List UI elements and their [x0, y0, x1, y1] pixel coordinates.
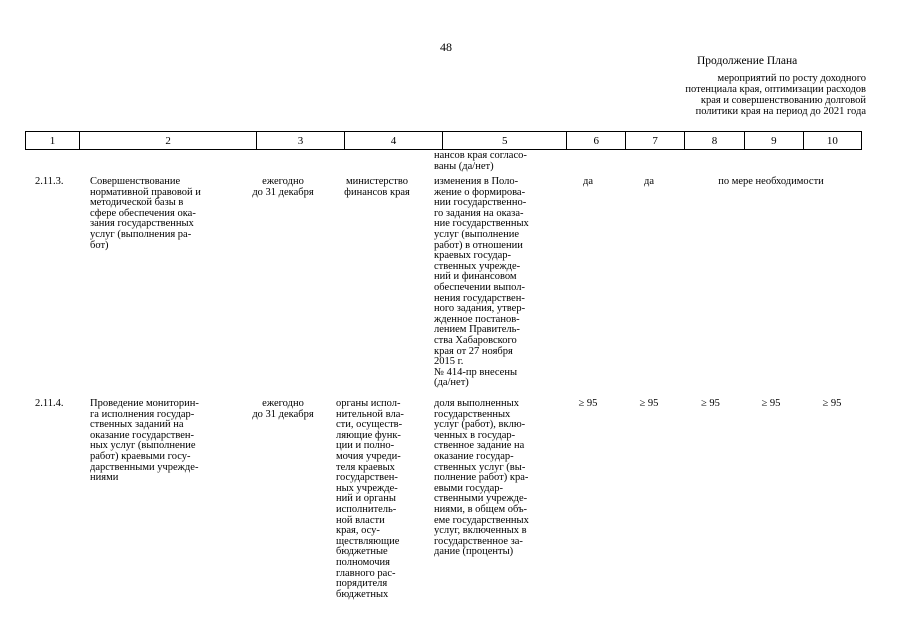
text-line: нительной вла-: [336, 408, 404, 420]
text-line: нормативной правовой и: [90, 186, 201, 198]
plan-title-line: потенциала края, оптимизации расходов: [685, 84, 866, 95]
text-line: (да/нет): [434, 377, 469, 389]
text-line: сфере обеспечения ока-: [90, 207, 196, 219]
text-line: бот): [90, 239, 109, 251]
text-line: государственное за-: [434, 535, 523, 547]
value-col-6: ≥ 95: [578, 398, 598, 409]
text-line: порядителя: [336, 578, 388, 590]
column-header-row: [26, 132, 862, 150]
measure-name: [90, 399, 235, 484]
carryover-indicator: [434, 151, 558, 172]
text-line: мочия учреди-: [336, 450, 401, 462]
value-col-6: да: [582, 176, 593, 187]
text-line: государствен-: [336, 472, 398, 484]
value-col-7: да: [643, 176, 654, 187]
column-header-3: 3: [257, 132, 345, 150]
plan-title-line: политики края на период до 2021 года: [695, 106, 866, 117]
row-number: 2.11.3.: [35, 176, 64, 187]
text-line: № 414-пр внесены: [434, 366, 518, 378]
text-line: услуг, включенных в: [434, 525, 527, 537]
text-line: доля выполненных: [434, 398, 519, 409]
text-line: края, осу-: [336, 525, 380, 537]
text-line: ственных учрежде-: [434, 260, 521, 272]
text-line: услуг (выполнения ра-: [90, 228, 192, 240]
text-line: жение о формирова-: [434, 186, 526, 198]
text-line: до 31 декабря: [252, 186, 314, 198]
text-line: исполнитель-: [336, 503, 397, 515]
value-col-10: ≥ 95: [822, 398, 842, 409]
text-line: го задания на оказа-: [434, 207, 524, 219]
column-header-1: 1: [26, 132, 80, 150]
measure-name: [90, 177, 235, 251]
column-header-7: 7: [626, 132, 685, 150]
text-line: работ) краевыми госу-: [90, 450, 191, 462]
executor: [336, 399, 426, 600]
text-line: ежегодно: [262, 176, 304, 187]
indicator: [434, 399, 558, 558]
text-line: ваны (да/нет): [434, 160, 494, 172]
text-line: ние государственных: [434, 218, 529, 230]
text-line: краевых государ-: [434, 250, 511, 262]
text-line: га исполнения государ-: [90, 408, 195, 420]
text-line: ных учрежде-: [336, 482, 398, 494]
text-line: евыми государ-: [434, 482, 503, 494]
text-line: услуг (работ), вклю-: [434, 419, 526, 431]
text-line: работ) в отношении: [434, 239, 523, 251]
text-line: ного задания, утвер-: [434, 303, 526, 315]
text-line: услуг (выполнение: [434, 228, 519, 240]
value-col-8: ≥ 95: [701, 398, 720, 409]
column-header-8: 8: [685, 132, 745, 150]
text-line: 2015 г.: [434, 356, 464, 368]
text-line: изменения в Поло-: [434, 176, 519, 187]
text-line: оказание государ-: [434, 450, 514, 462]
text-line: ний и органы: [336, 493, 396, 505]
text-line: до 31 декабря: [252, 408, 314, 420]
text-line: ляющие функ-: [336, 429, 401, 441]
text-line: теля краевых: [336, 461, 395, 473]
value-col-7: ≥ 95: [639, 398, 659, 409]
text-line: края от 27 ноября: [434, 345, 513, 357]
text-line: методической базы в: [90, 197, 184, 209]
text-line: ственных заданий на: [90, 419, 184, 431]
text-line: бюджетные: [336, 546, 388, 558]
text-line: полномочия: [336, 556, 390, 568]
text-line: ществляющие: [336, 535, 400, 547]
deadline: [240, 399, 326, 420]
text-line: ниями, в общем объ-: [434, 503, 528, 515]
text-line: сти, осуществ-: [336, 419, 403, 431]
text-line: нии государственно-: [434, 197, 527, 209]
text-line: лением Правитель-: [434, 324, 520, 336]
text-line: ниями: [90, 472, 119, 484]
value-col-8-10: по мере необходимости: [718, 176, 824, 187]
executor: [333, 177, 421, 198]
text-line: нансов края согласо-: [434, 150, 527, 161]
text-line: ства Хабаровского: [434, 334, 517, 346]
indicator: [434, 177, 558, 389]
text-line: полнение работ) кра-: [434, 472, 529, 484]
text-line: Совершенствование: [90, 176, 181, 187]
text-line: главного рас-: [336, 567, 396, 579]
text-line: жденное постанов-: [434, 313, 520, 325]
column-header-2: 2: [80, 132, 257, 150]
deadline: [240, 177, 326, 198]
text-line: министерство: [345, 176, 409, 187]
value-col-9: ≥ 95: [761, 398, 781, 409]
column-header-10: 10: [803, 132, 861, 150]
text-line: органы испол-: [336, 398, 401, 409]
column-header-4: 4: [344, 132, 442, 150]
text-line: ных услуг (выполнение: [90, 440, 196, 452]
text-line: еме государственных: [434, 514, 529, 526]
column-header-9: 9: [744, 132, 803, 150]
text-line: оказание государствен-: [90, 429, 195, 441]
text-line: обеспечении выпол-: [434, 281, 525, 293]
continuation-title: Продолжение Плана: [697, 55, 798, 67]
plan-title-line: края и совершенствованию долговой: [700, 95, 866, 106]
text-line: государственных: [434, 408, 511, 420]
text-line: нения государствен-: [434, 292, 525, 304]
text-line: дарственными учрежде-: [90, 461, 199, 473]
text-line: ной власти: [336, 514, 385, 526]
text-line: ежегодно: [262, 398, 304, 409]
page-number: 48: [440, 40, 452, 54]
text-line: зания государственных: [90, 218, 194, 230]
text-line: ственное задание на: [434, 440, 525, 452]
column-header-5: 5: [443, 132, 567, 150]
column-header-6: 6: [567, 132, 626, 150]
text-line: финансов края: [344, 186, 410, 198]
text-line: ченных в государ-: [434, 429, 516, 441]
text-line: бюджетных: [336, 588, 389, 600]
text-line: ции и полно-: [336, 440, 395, 452]
text-line: ственных услуг (вы-: [434, 461, 526, 473]
text-line: дание (проценты): [434, 546, 514, 558]
text-line: ний и финансовом: [434, 271, 517, 283]
text-line: ственными учрежде-: [434, 493, 528, 505]
column-header-table: [25, 131, 862, 150]
row-number: 2.11.4.: [35, 398, 64, 409]
plan-title: [630, 73, 866, 117]
plan-title-line: мероприятий по росту доходного: [717, 73, 866, 84]
text-line: Проведение мониторин-: [90, 398, 199, 409]
